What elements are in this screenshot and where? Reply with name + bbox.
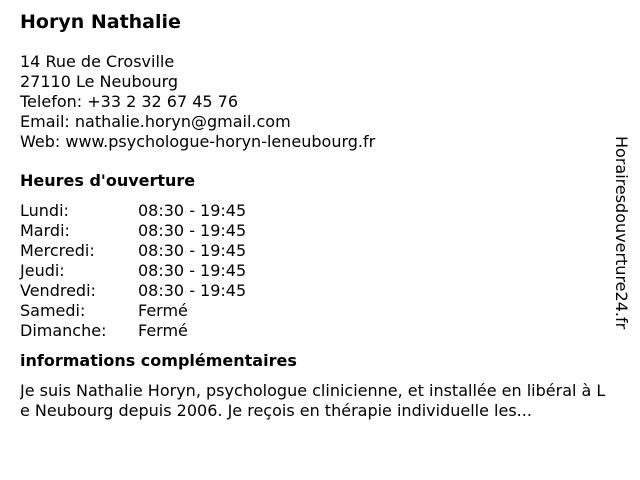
phone-line: Telefon: +33 2 32 67 45 76 [20, 92, 239, 111]
day-label: Lundi: [20, 201, 69, 220]
day-time: 08:30 - 19:45 [138, 221, 247, 240]
hours-row-sunday [20, 321, 612, 341]
business-name: Horyn Nathalie [20, 11, 181, 33]
email-line: Email: nathalie.horyn@gmail.com [20, 112, 291, 131]
day-time: 08:30 - 19:45 [138, 281, 247, 300]
day-label: Samedi: [20, 301, 86, 320]
hours-row-tuesday [20, 221, 612, 241]
day-time: Fermé [138, 321, 188, 340]
address-line-1: 14 Rue de Crosville [20, 52, 175, 71]
day-label: Vendredi: [20, 281, 96, 300]
day-label: Jeudi: [20, 261, 65, 280]
day-label: Mercredi: [20, 241, 95, 260]
day-time: 08:30 - 19:45 [138, 261, 247, 280]
day-time: Fermé [138, 301, 188, 320]
opening-hours-table [20, 201, 612, 341]
business-card [20, 10, 612, 421]
site-watermark: Horairesdouverture24.fr [612, 136, 631, 330]
hours-row-saturday [20, 301, 612, 321]
day-time: 08:30 - 19:45 [138, 241, 247, 260]
day-time: 08:30 - 19:45 [138, 201, 247, 220]
web-line: Web: www.psychologue-horyn-leneubourg.fr [20, 132, 376, 151]
hours-row-wednesday [20, 241, 612, 261]
opening-hours-title: Heures d'ouverture [20, 171, 196, 190]
contact-block [20, 52, 612, 152]
hours-row-thursday [20, 261, 612, 281]
day-label: Dimanche: [20, 321, 107, 340]
additional-info-text: Je suis Nathalie Horyn, psychologue clinicienne, et installée en libéral à Le Neubourg depuis 2006. Je reçois en thérapie individuelle les... [20, 381, 606, 420]
hours-row-friday [20, 281, 612, 301]
address-line-2: 27110 Le Neubourg [20, 72, 179, 91]
additional-info-title: informations complémentaires [20, 351, 297, 370]
hours-row-monday [20, 201, 612, 221]
day-label: Mardi: [20, 221, 70, 240]
